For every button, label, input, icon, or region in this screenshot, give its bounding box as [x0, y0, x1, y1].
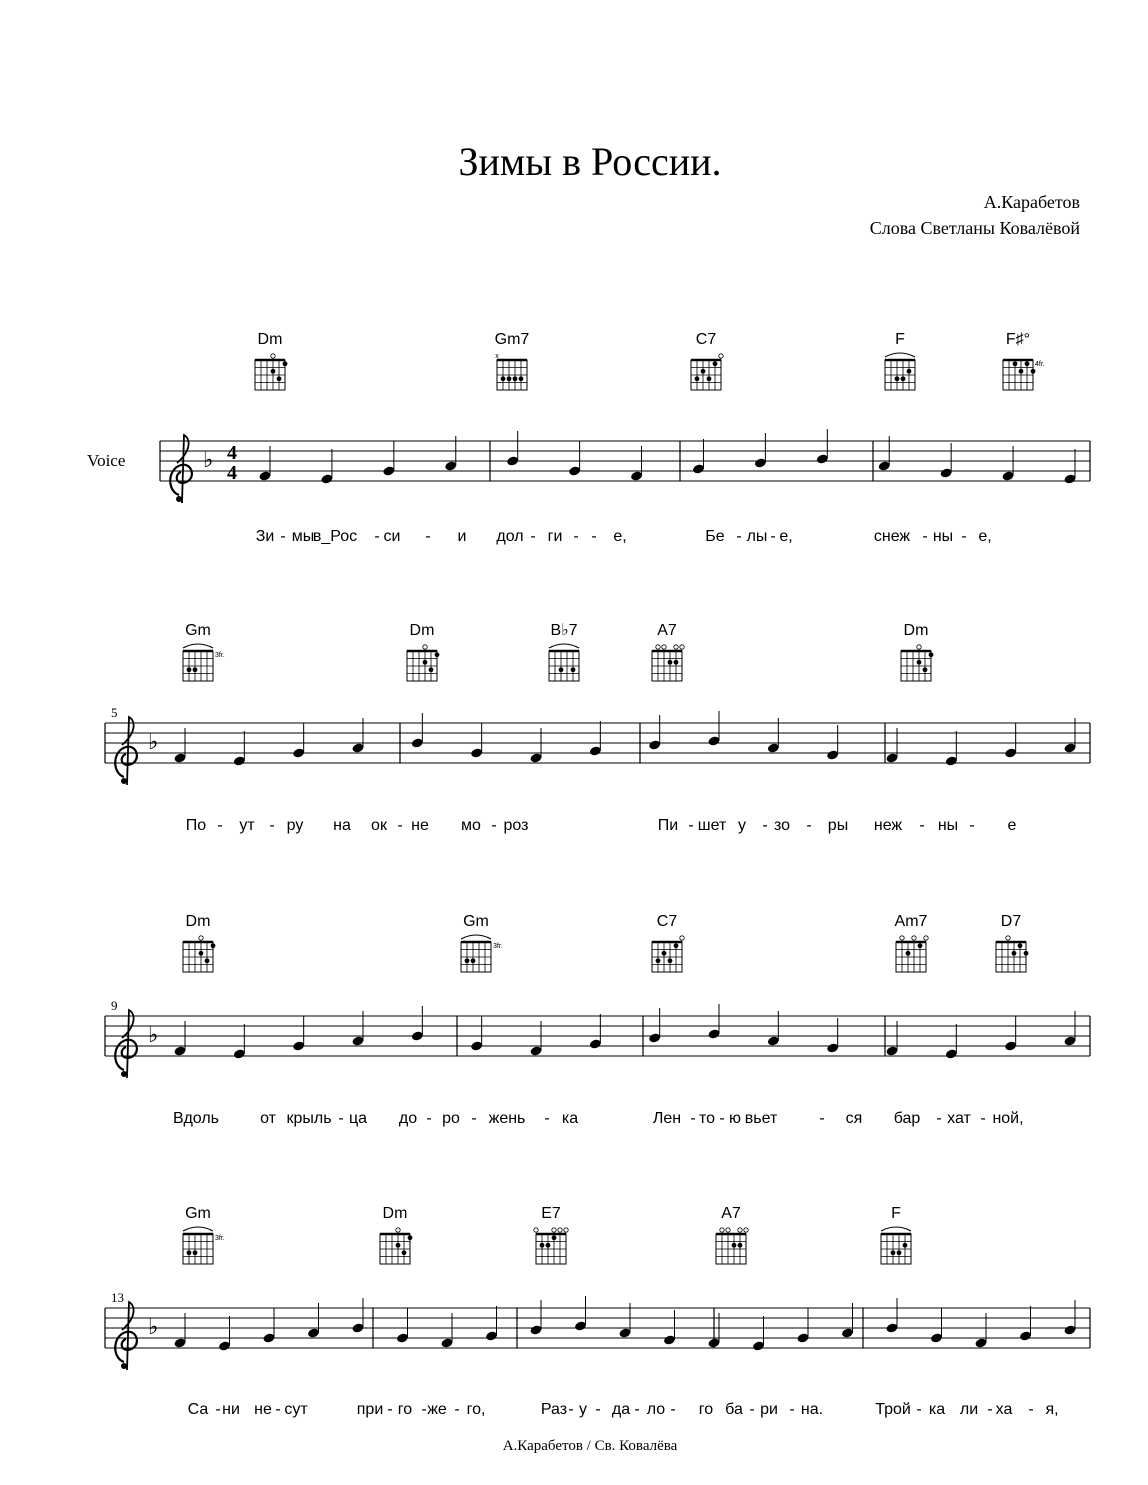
song-title: Зимы в России. [458, 139, 722, 184]
lyric-syllable: - [280, 528, 286, 545]
lyric-syllable: на. [800, 1401, 824, 1418]
chord-diagram [652, 936, 684, 972]
lyric-syllable: - [269, 817, 275, 834]
chord-symbol: Am7 [894, 913, 928, 930]
lyric-syllable: ок [371, 817, 387, 834]
chord-symbol: Gm7 [494, 331, 530, 348]
footer-credit: А.Карабетов / Св. Ковалёва [502, 1438, 678, 1454]
lyric-syllable: Зи [255, 528, 275, 545]
lyric-syllable: - [736, 528, 742, 545]
lyric-syllable: ны [932, 528, 954, 545]
lyric-syllable: си [383, 528, 401, 545]
lyric-syllable: ны [937, 817, 959, 834]
lyric-syllable: - [374, 528, 380, 545]
lyric-syllable: - [387, 1401, 393, 1418]
lyric-syllable: бар [893, 1110, 921, 1127]
lyric-syllable: - [919, 817, 925, 834]
lyric-syllable: - [670, 1401, 676, 1418]
chord-diagram [652, 645, 684, 681]
lyric-syllable: е [1007, 817, 1017, 834]
lyric-syllable: ка [928, 1401, 946, 1418]
lyric-syllable: - [916, 1401, 922, 1418]
chord-symbol: C7 [695, 331, 717, 348]
chord-diagram [896, 936, 928, 972]
chord-symbol: A7 [657, 622, 677, 639]
chord-symbol: Dm [257, 331, 283, 348]
lyric-syllable: - [806, 817, 812, 834]
lyric-syllable: - [568, 1401, 574, 1418]
lyric-syllable: Вдоль [172, 1110, 220, 1127]
chord-diagram [183, 644, 225, 681]
chord-symbol: F [895, 331, 905, 348]
lyric-syllable: Раз [540, 1401, 568, 1418]
lyric-syllable: ю [729, 1110, 741, 1127]
chord-diagram [407, 645, 439, 681]
lyric-syllable: е, [978, 528, 992, 545]
time-signature-bottom: 4 [227, 462, 237, 484]
lyric-syllable: до [398, 1110, 418, 1127]
lyric-syllable: - [719, 1110, 725, 1127]
fret-label: 3fr. [215, 1235, 225, 1242]
svg-text:x: x [495, 353, 499, 360]
lyric-syllable: - [688, 817, 694, 834]
lyric-syllable: ло [646, 1401, 666, 1418]
lyric-syllable: при [356, 1401, 384, 1418]
lyric-syllable: - [1028, 1401, 1034, 1418]
chord-diagram [534, 1228, 568, 1264]
lyric-syllable: Бе [705, 528, 725, 545]
chord-diagram [691, 354, 723, 390]
flat-key-signature: ♭ [148, 729, 159, 754]
lyric-syllable: го [698, 1401, 714, 1418]
chord-symbol: F♯° [1005, 331, 1031, 348]
lyric-syllable: ба [725, 1401, 743, 1418]
chord-symbol: Dm [409, 622, 435, 639]
lyric-syllable: ка [561, 1110, 579, 1127]
lyric-syllable: у [738, 817, 746, 834]
lyric-syllable: крыль [286, 1110, 332, 1127]
lyric-syllable: - [634, 1401, 640, 1418]
lyric-syllable: у [579, 1401, 587, 1418]
lyric-syllable: Са [187, 1401, 209, 1418]
chord-diagram [1003, 360, 1045, 390]
measure-number: 9 [111, 998, 118, 1013]
lyric-syllable: - [544, 1110, 550, 1127]
measure-number: 13 [111, 1290, 124, 1305]
lyric-syllable: е, [613, 528, 627, 545]
lyric-syllable: не [254, 1401, 272, 1418]
time-signature-top: 4 [227, 442, 237, 464]
lyric-syllable: Пи [657, 817, 679, 834]
chord-symbol: Gm [463, 913, 489, 930]
lyric-syllable: - [980, 1110, 986, 1127]
chord-symbol: Gm [185, 1205, 211, 1222]
lyric-syllable: ро [442, 1110, 460, 1127]
lyric-syllable: на [333, 817, 351, 834]
flat-key-signature: ♭ [148, 1314, 159, 1339]
lyric-syllable: не [411, 817, 429, 834]
lyricist-credit: Слова Светланы Ковалёвой [869, 218, 1080, 238]
lyric-syllable: - [936, 1110, 942, 1127]
lyric-syllable: жень [488, 1110, 526, 1127]
lyric-syllable: - [969, 817, 975, 834]
lyric-syllable: мо [461, 817, 481, 834]
chord-symbol: F [891, 1205, 901, 1222]
fret-label: 3fr. [215, 652, 225, 659]
lyric-syllable: снеж [873, 528, 911, 545]
chord-symbol: D7 [1000, 913, 1022, 930]
lyric-syllable: мы [291, 528, 315, 545]
lyric-syllable: - [749, 1401, 755, 1418]
chord-diagram [495, 353, 527, 390]
lyric-syllable: - [397, 817, 403, 834]
treble-clef-icon [115, 1010, 137, 1078]
treble-clef-icon [170, 435, 192, 503]
chord-diagram [461, 935, 503, 972]
lyric-syllable: ни [222, 1401, 240, 1418]
lyric-syllable: неж [873, 817, 903, 834]
lyric-syllable: По [185, 817, 207, 834]
lyric-syllable: - [922, 528, 928, 545]
fret-label: 4fr. [1035, 361, 1045, 368]
chord-diagram [885, 353, 915, 390]
chord-symbol: Gm [185, 622, 211, 639]
lyric-syllable: - [762, 817, 768, 834]
lyric-syllable: - [789, 1401, 795, 1418]
lyric-syllable: - [425, 528, 431, 545]
lyric-syllable: то [698, 1110, 716, 1127]
lyric-syllable: - [338, 1110, 344, 1127]
lyric-syllable: е, [779, 528, 793, 545]
lyric-syllable: ца [348, 1110, 368, 1127]
lyric-syllable: - [595, 1401, 601, 1418]
chord-diagram [183, 936, 215, 972]
lyric-syllable: да [611, 1401, 631, 1418]
flat-key-signature: ♭ [148, 1022, 159, 1047]
fret-label: 3fr. [493, 943, 503, 950]
lyric-syllable: ру [286, 817, 304, 834]
chord-diagram [901, 645, 933, 681]
lyric-syllable: вьет [744, 1110, 778, 1127]
lyric-syllable: хат [947, 1110, 971, 1127]
lyric-syllable: - [275, 1401, 281, 1418]
instrument-label: Voice [87, 451, 126, 470]
lyric-syllable: - [454, 1401, 460, 1418]
chord-diagram [380, 1228, 412, 1264]
lyric-syllable: - [591, 528, 597, 545]
lyric-syllable: ха [995, 1401, 1013, 1418]
flat-key-signature: ♭ [203, 447, 214, 472]
lyric-syllable: - [770, 528, 776, 545]
chord-diagram [716, 1228, 748, 1264]
lyric-syllable: дол [496, 528, 524, 545]
lyric-syllable: ся [845, 1110, 863, 1127]
chord-diagram [183, 1227, 225, 1264]
lyric-syllable: - [217, 817, 223, 834]
chord-diagram [549, 644, 579, 681]
treble-clef-icon [115, 717, 137, 785]
chord-symbol: Dm [903, 622, 929, 639]
lyric-syllable: зо [773, 817, 791, 834]
lyric-syllable: - [987, 1401, 993, 1418]
lyric-syllable: ной, [992, 1110, 1024, 1127]
lyric-syllable: - [471, 1110, 477, 1127]
lyric-syllable: - [426, 1110, 432, 1127]
chord-symbol: Dm [185, 913, 211, 930]
lyric-syllable: ры [827, 817, 849, 834]
lyric-syllable: ли [959, 1401, 979, 1418]
lyric-syllable: я, [1045, 1401, 1059, 1418]
lyric-syllable: Трой [875, 1401, 911, 1418]
measure-number: 5 [111, 705, 118, 720]
chord-diagram [881, 1227, 911, 1264]
lyric-syllable: же [427, 1401, 447, 1418]
chord-symbol: C7 [656, 913, 678, 930]
lyric-syllable: - [421, 1401, 427, 1418]
lyric-syllable: лы [746, 528, 768, 545]
lyric-syllable: в_Рос [312, 528, 358, 545]
chord-diagram [255, 354, 287, 390]
lyric-syllable: шет [697, 817, 727, 834]
lyric-syllable: - [819, 1110, 825, 1127]
chord-symbol: E7 [541, 1205, 561, 1222]
lyric-syllable: роз [503, 817, 529, 834]
lyric-syllable: - [573, 528, 579, 545]
chord-symbol: Dm [382, 1205, 408, 1222]
lyric-syllable: от [260, 1110, 276, 1127]
chord-symbol: A7 [721, 1205, 741, 1222]
lyric-syllable: ри [760, 1401, 778, 1418]
treble-clef-icon [115, 1302, 137, 1370]
lyric-syllable: - [690, 1110, 696, 1127]
lyric-syllable: ут [239, 817, 255, 834]
chord-symbol: B♭7 [550, 622, 578, 639]
lyric-syllable: го, [466, 1401, 486, 1418]
lyric-syllable: - [491, 817, 497, 834]
lyric-syllable: ги [547, 528, 563, 545]
lyric-syllable: и [457, 528, 467, 545]
chord-diagram [996, 936, 1028, 972]
lyric-syllable: го [397, 1401, 413, 1418]
lyric-syllable: - [530, 528, 536, 545]
lyric-syllable: Лен [652, 1110, 682, 1127]
composer-credit: А.Карабетов [983, 192, 1080, 212]
lyric-syllable: сут [284, 1401, 308, 1418]
lyric-syllable: - [961, 528, 967, 545]
lyric-syllable: - [215, 1401, 221, 1418]
